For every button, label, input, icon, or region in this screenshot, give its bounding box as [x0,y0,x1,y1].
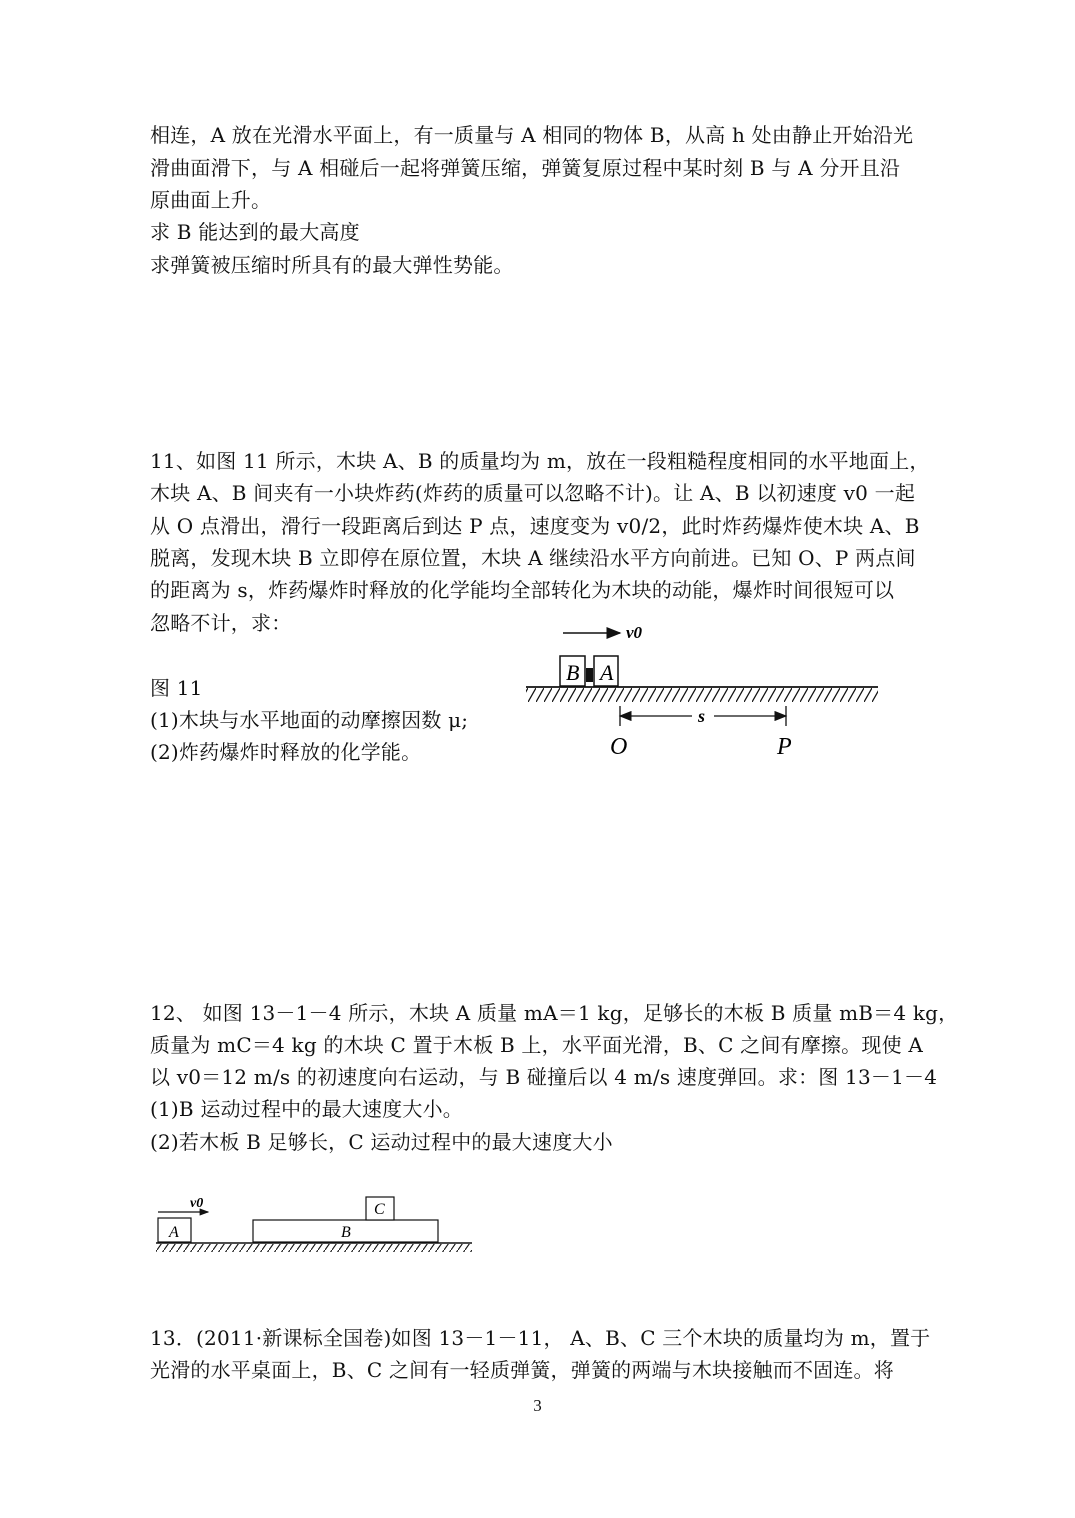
text-line: 求 B 能达到的最大高度 [150,220,360,244]
text-line: 11、如图 11 所示，木块 A、B 的质量均为 m，放在一段粗糙程度相同的水平地面上， [150,449,930,473]
block-b-label: B [566,660,580,685]
text-line: 原曲面上升。 [150,188,272,212]
velocity-label: v0 [626,623,643,642]
question-part: (1)B 运动过程中的最大速度大小。 [150,1097,463,1121]
page-number: 3 [533,1396,542,1415]
ground-hatch [156,1244,472,1252]
question-part: (2)若木板 B 足够长，C 运动过程中的最大速度大小 [150,1130,613,1154]
velocity-label: v0 [190,1196,204,1211]
text-line: 以 v0＝12 m/s 的初速度向右运动，与 B 碰撞后以 4 m/s 速度弹回。求：图 13－1－4 [150,1065,938,1089]
block-c-label: C [374,1201,385,1218]
question-part: (2)炸药爆炸时释放的化学能。 [150,740,422,764]
figure-11 [520,618,890,763]
board-b-label: B [341,1224,351,1241]
text-line: 求弹簧被压缩时所具有的最大弹性势能。 [150,253,514,277]
text-line: 脱离，发现木块 B 立即停在原位置，木块 A 继续沿水平方向前进。已知 O、P 两点间 [150,546,916,570]
text-line: 光滑的水平桌面上，B、C 之间有一轻质弹簧，弹簧的两端与木块接触而不固连。将 [150,1358,894,1382]
text-line: 忽略不计，求： [150,611,292,635]
text-line: 13．(2011·新课标全国卷)如图 13－1－11， A、B、C 三个木块的质量均为 m，置于 [150,1326,931,1350]
point-o-label: O [610,734,628,760]
text-line: 质量为 mC＝4 kg 的木块 C 置于木板 B 上，水平面光滑，B、C 之间有摩擦。现使 A [150,1033,923,1057]
text-line: 滑曲面滑下，与 A 相碰后一起将弹簧压缩，弹簧复原过程中某时刻 B 与 A 分开且沿 [150,156,901,180]
figure-13-1-4 [150,1190,480,1255]
explosive [586,668,593,682]
figure-13-1-4-diagram [150,1190,480,1255]
block-a-label: A [169,1224,179,1241]
distance-label: s [698,706,706,726]
text-line: 从 O 点滑出，滑行一段距离后到达 P 点，速度变为 v0/2，此时炸药爆炸使木块 A、B [150,514,920,538]
block-a-label: A [600,660,614,685]
text-line: 12、 如图 13－1－4 所示，木块 A 质量 mA＝1 kg，足够长的木板 B 质量 mB＝4 kg， [150,1001,959,1025]
question-part: (1)木块与水平地面的动摩擦因数 μ; [150,708,469,732]
text-line: 相连，A 放在光滑水平面上，有一质量与 A 相同的物体 B，从高 h 处由静止开始沿光 [150,123,914,147]
point-p-label: P [777,734,792,760]
figure-caption: 图 11 [150,676,203,700]
text-line: 木块 A、B 间夹有一小块炸药(炸药的质量可以忽略不计)。让 A、B 以初速度 v0 一起 [150,481,916,505]
figure-11-diagram [520,618,890,763]
text-line: 的距离为 s，炸药爆炸时释放的化学能均全部转化为木块的动能，爆炸时间很短可以 [150,578,895,602]
ground-hatch [526,688,878,702]
